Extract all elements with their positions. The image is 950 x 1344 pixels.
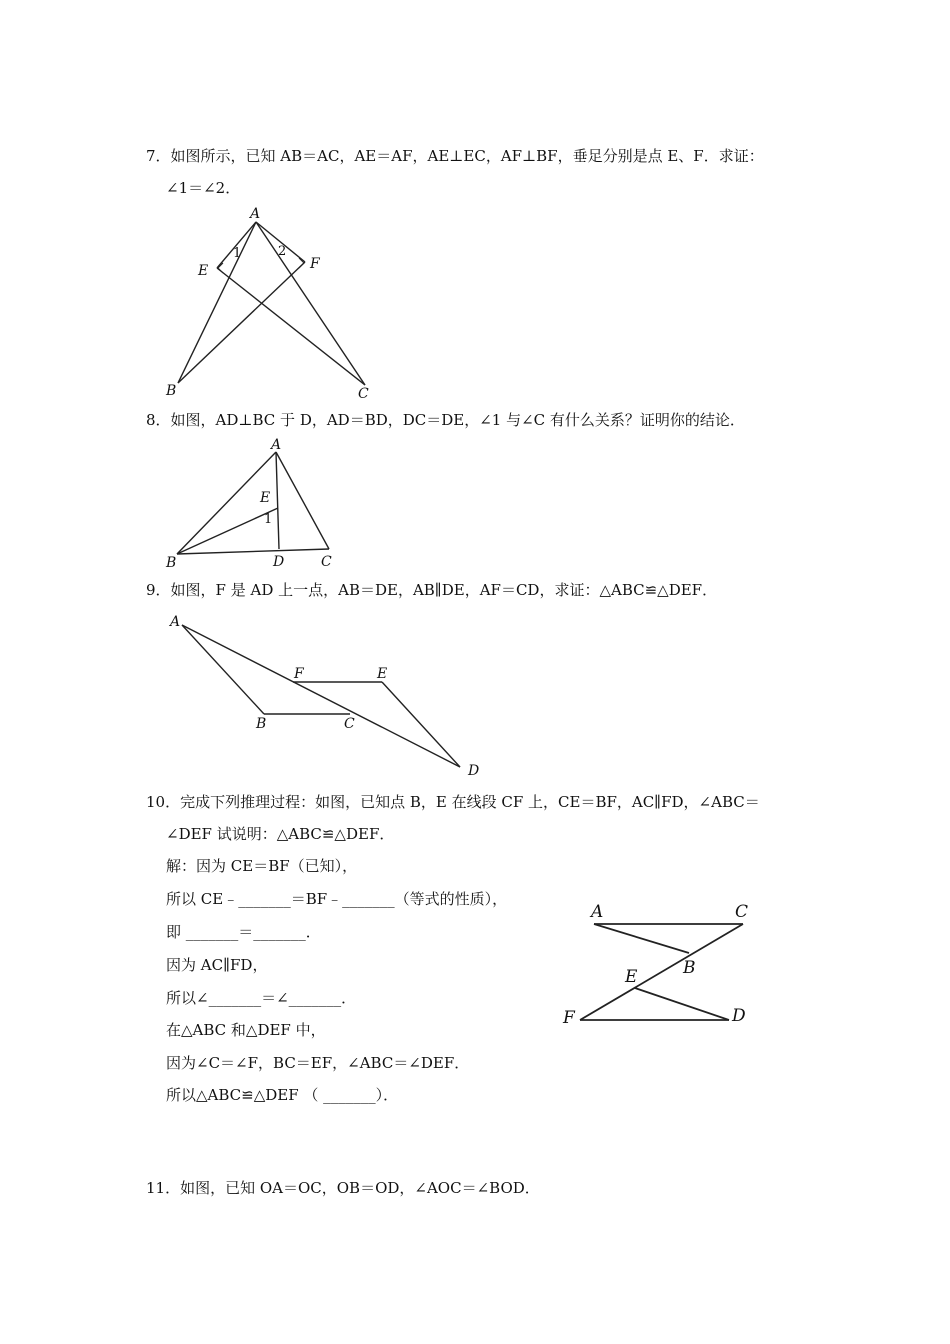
q7-segment-EC [217,268,365,385]
q10-step3: 即 _______＝_______． [166,923,321,941]
q8-label-A: A [271,437,282,453]
q8-label-D: D [273,554,285,570]
q9-label-B: B [256,716,267,732]
q10-label-E: E [625,967,638,987]
q7-segment-AB [178,222,256,383]
q10-segment-CF [580,924,743,1020]
q8-segment-BE [177,508,278,554]
q10-segment-ED [635,988,729,1020]
q8-segment-AD [276,452,279,549]
q10-step4: 因为 AC∥FD， [166,956,268,974]
q10-label-F: F [563,1008,575,1028]
q9-text-line1: 9．如图，F 是 AD 上一点，AB＝DE，AB∥DE，AF＝CD，求证：△ABC≌△DEF． [146,581,718,599]
q9-figure [160,605,500,780]
q7-label-F: F [310,256,320,272]
q7-text-line2: ∠1＝∠2． [166,179,241,197]
q8-label-angle1: 1 [264,512,273,527]
q9-label-D: D [468,763,480,779]
q7-figure [160,200,390,405]
q7-text-line1: 7．如图所示，已知 AB＝AC，AE＝AF，AE⊥EC，AF⊥BF，垂足分别是点 E、F．求证： [146,147,764,165]
q10-step1: 解：因为 CE＝BF（已知）， [166,857,358,875]
q10-step2: 所以 CE﹣_______＝BF﹣_______（等式的性质）， [166,890,508,908]
q10-step6: 在△ABC 和△DEF 中， [166,1021,326,1039]
q9-label-A: A [170,614,181,630]
q10-label-D: D [732,1006,746,1026]
q11-text-line1: 11．如图，已知 OA＝OC，OB＝OD，∠AOC＝∠BOD． [146,1179,540,1197]
q8-segment-AC [276,452,329,549]
q9-label-E: E [377,666,388,682]
q10-step5: 所以∠_______＝∠_______． [166,989,357,1007]
q10-segment-AB [594,924,689,953]
q10-step7: 因为∠C＝∠F，BC＝EF，∠ABC＝∠DEF． [166,1054,470,1072]
q7-label-angle2: 2 [278,244,287,259]
q8-label-E: E [260,490,271,506]
q10-text-line1: 10．完成下列推理过程：如图，已知点 B，E 在线段 CF 上，CE＝BF，AC∥FD，∠ABC＝ [146,793,760,811]
q9-label-C: C [344,716,355,732]
q8-text-line1: 8．如图，AD⊥BC 于 D，AD＝BD，DC＝DE，∠1 与∠C 有什么关系？证明你的结论． [146,411,745,429]
q7-segment-AC [256,222,365,385]
q10-text-line2: ∠DEF 试说明：△ABC≌△DEF． [166,825,395,843]
q9-segment-ED [382,682,460,767]
q7-label-E: E [198,263,209,279]
q8-label-C: C [321,554,332,570]
q8-label-B: B [166,555,177,571]
q8-segment-BC [177,549,329,554]
q9-label-F: F [294,666,304,682]
q10-step8: 所以△ABC≌△DEF （ _______）． [166,1086,399,1104]
q10-label-A: A [591,902,604,922]
q7-label-C: C [358,386,369,402]
q7-label-angle1: 1 [233,246,242,261]
q10-label-C: C [735,902,749,922]
q8-figure [160,432,360,572]
q9-segment-AB [182,625,264,714]
q10-label-B: B [683,958,696,978]
q9-segment-AD [182,625,460,767]
q7-label-B: B [166,383,177,399]
q10-figure [555,895,765,1035]
q7-label-A: A [250,206,261,222]
